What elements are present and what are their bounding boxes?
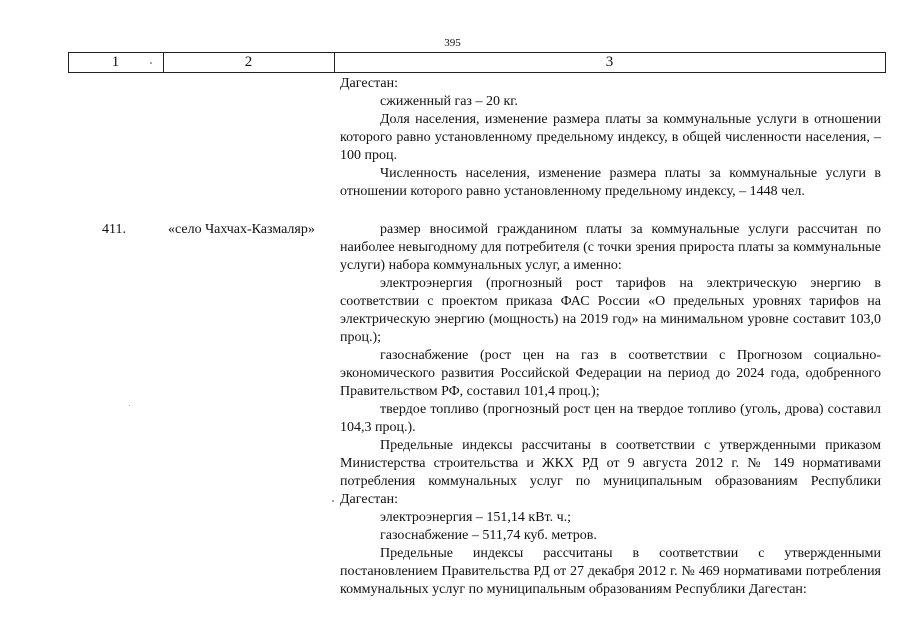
column-number-1: 1 xyxy=(111,54,120,70)
scan-speck xyxy=(332,500,334,502)
paragraph: Численность населения, изменение размера платы за коммунальные услуги в отношении которого равно установленному предельному индексу, – 1448 чел. xyxy=(340,166,881,199)
paragraph: Дагестан: xyxy=(340,76,398,91)
entry-number: 411. xyxy=(102,222,126,237)
header-divider xyxy=(885,52,886,72)
paragraph: твердое топливо (прогнозный рост цен на твердое топливо (уголь, дрова) составил 104,3 проц.). xyxy=(340,402,881,435)
description-cell xyxy=(340,75,881,201)
description-cell xyxy=(340,221,881,599)
header-bottom-rule xyxy=(68,72,886,73)
column-number-3: 3 xyxy=(605,54,614,70)
scan-speck xyxy=(129,405,130,406)
paragraph: сжиженный газ – 20 кг. xyxy=(380,94,518,109)
page-number: 395 xyxy=(444,37,461,49)
scan-speck xyxy=(150,62,152,64)
table-row-411 xyxy=(0,221,905,599)
table-body xyxy=(0,75,905,599)
paragraph: газоснабжение (рост цен на газ в соответствии с Прогнозом социально-экономического развития Российской Федерации на период до 2024 года, одобренного Правительством РФ, составил 101,4 проц.); xyxy=(340,348,881,399)
table-row-continuation xyxy=(0,75,905,201)
column-number-2: 2 xyxy=(244,54,253,70)
entry-name: «село Чахчах-Казмаляр» xyxy=(168,222,315,237)
paragraph: Доля населения, изменение размера платы за коммунальные услуги в отношении которого равно установленному предельному индексу, в общей численности населения, – 100 проц. xyxy=(340,112,881,163)
paragraph: Предельные индексы рассчитаны в соответствии с утвержденными приказом Министерства строительства и ЖКХ РД от 9 августа 2012 г. № 149 нормативами потребления коммунальных услуг по муниципальным образованиям Республики Дагестан: xyxy=(340,438,881,507)
paragraph: электроэнергия (прогнозный рост тарифов на электрическую энергию в соответствии с проектом приказа ФАС России «О предельных уровнях тарифов на электрическую энергию (мощность) на 2019 год» на минимальном уровне составит 103,0 проц.); xyxy=(340,276,881,345)
paragraph: газоснабжение – 511,74 куб. метров. xyxy=(380,528,597,543)
paragraph: размер вносимой гражданином платы за коммунальные услуги рассчитан по наиболее невыгодному для потребителя (с точки зрения прироста платы за коммунальные услуги) набора коммунальных услуг, а именно: xyxy=(340,222,881,273)
paragraph: электроэнергия – 151,14 кВт. ч.; xyxy=(380,510,572,525)
paragraph: Предельные индексы рассчитаны в соответствии с утвержденными постановлением Правительства РД от 27 декабря 2012 г. № 469 нормативами потребления коммунальных услуг по муниципальным образованиям Республики Дагестан: xyxy=(340,546,881,597)
